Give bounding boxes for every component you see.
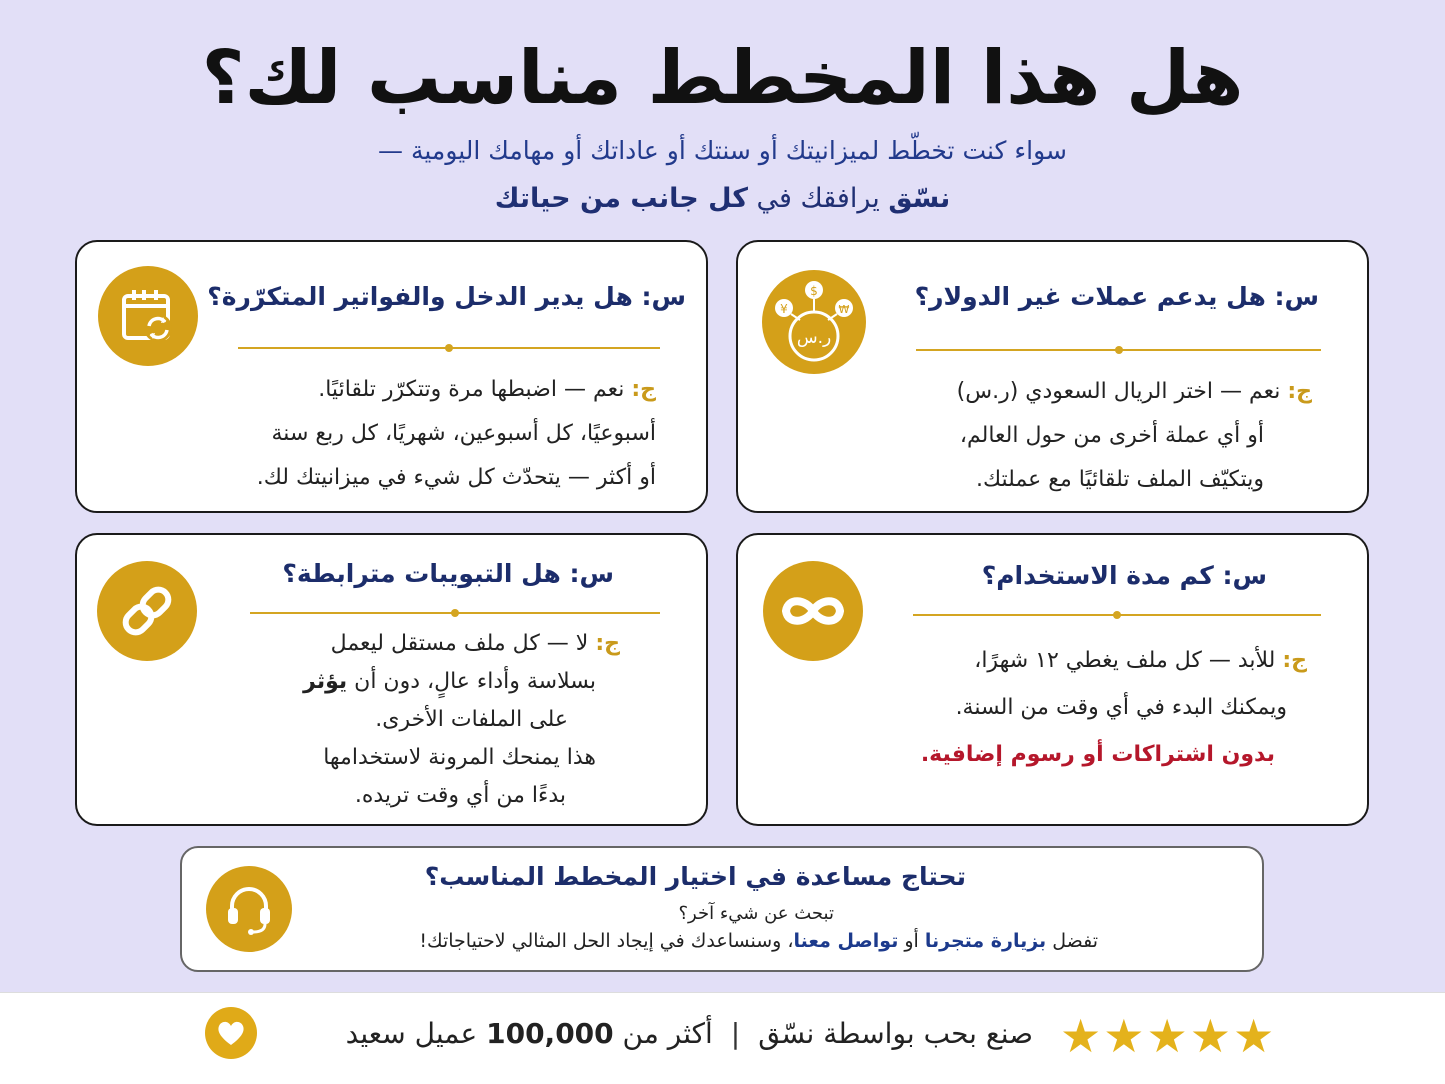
visit-store-link[interactable]: بزيارة متجرنا [924, 930, 1047, 952]
help-subtitle: تبحث عن شيء آخر؟ [678, 903, 834, 924]
answer-line: ويتكيّف الملف تلقائيًا مع عملتك. [975, 467, 1264, 492]
currency-symbol: ر.س [796, 328, 832, 348]
page-tagline [0, 178, 1445, 220]
faq-card-duration [736, 533, 1369, 826]
divider [913, 614, 1321, 616]
answer-line [303, 663, 596, 701]
answer-line: أو أي عملة أخرى من حول العالم، [959, 423, 1264, 448]
divider [250, 612, 660, 614]
answer-line: نعم — اختر الريال السعودي (ر.س) [956, 379, 1281, 404]
tagline-end: كل جانب من حياتك [494, 183, 748, 214]
divider [238, 347, 660, 349]
infinity-icon [763, 561, 863, 661]
faq-card-recurring [75, 240, 708, 513]
brand-name: نسّق [888, 183, 951, 214]
currency-exchange-icon [762, 270, 866, 374]
recurring-calendar-icon [98, 266, 198, 366]
customers-suffix: عميل سعيد [345, 1017, 487, 1050]
faq-answer [957, 370, 1312, 502]
answer-line: للأبد — كل ملف يغطي ١٢ شهرًا، [974, 648, 1276, 673]
made-by-text: صنع بحب بواسطة نسّق [758, 1017, 1033, 1050]
page-title: هل هذا المخطط مناسب لك؟ [201, 35, 1244, 121]
answer-line: أو أكثر — يتحدّث كل شيء في ميزانيتك لك. [256, 465, 656, 490]
answer-line: بدءًا من أي وقت تريده. [354, 783, 566, 808]
help-box [180, 846, 1264, 972]
faq-question: س: هل يدعم عملات غير الدولار؟ [914, 282, 1319, 311]
footer-separator: | [730, 1017, 741, 1050]
help-text-part: ، وسنساعدك في إيجاد الحل المثالي لاحتياجاتك! [419, 930, 794, 952]
answer-label: ج: [1287, 379, 1312, 404]
help-text-part: تفضل [1046, 930, 1098, 952]
faq-card-tabs [75, 533, 708, 826]
svg-text:¥: ¥ [780, 302, 788, 316]
faq-question: س: هل التبويبات مترابطة؟ [282, 559, 614, 588]
customers-count: 100,000 [486, 1017, 614, 1050]
answer-line: ويمكنك البدء في أي وقت من السنة. [955, 695, 1287, 720]
tagline-mid: يرافقك في [747, 183, 889, 214]
answer-label: ج: [631, 377, 656, 402]
footer [0, 992, 1445, 1084]
svg-text:$: $ [810, 284, 818, 298]
no-subscription-note: بدون اشتراكات أو رسوم إضافية. [920, 742, 1275, 767]
help-title: تحتاج مساعدة في اختيار المخطط المناسب؟ [424, 862, 966, 891]
help-text [419, 930, 1098, 952]
answer-line: نعم — اضبطها مرة وتتكرّر تلقائيًا. [318, 377, 625, 402]
answer-line: على الملفات الأخرى. [375, 707, 568, 732]
footer-text [346, 1017, 1033, 1050]
answer-line: لا — كل ملف مستقل ليعمل [330, 631, 589, 656]
svg-text:₩: ₩ [838, 303, 850, 316]
link-icon [97, 561, 197, 661]
answer-label: ج: [595, 631, 620, 656]
rating-stars: ★★★★★ [1060, 1009, 1277, 1063]
contact-us-link[interactable]: تواصل معنا [793, 930, 899, 952]
faq-answer [257, 368, 656, 500]
answer-line: هذا يمنحك المرونة لاستخدامها [323, 745, 596, 770]
faq-question: س: كم مدة الاستخدام؟ [981, 561, 1267, 590]
customers-prefix: أكثر من [613, 1017, 713, 1050]
answer-text: بسلاسة وأداء عالٍ، دون أن [347, 669, 596, 694]
heart-icon [205, 1007, 257, 1059]
faq-answer [303, 625, 620, 815]
answer-label: ج: [1282, 648, 1307, 673]
help-text-part: أو [898, 930, 925, 952]
faq-card-currency [736, 240, 1369, 513]
answer-line: أسبوعيًا، كل أسبوعين، شهريًا، كل ربع سنة [271, 421, 656, 446]
divider [916, 349, 1321, 351]
faq-answer [921, 637, 1307, 778]
page-subtitle: سواء كنت تخطّط لميزانيتك أو سنتك أو عاداتك أو مهامك اليومية — [378, 136, 1067, 165]
faq-question: س: هل يدير الدخل والفواتير المتكرّرة؟ [207, 282, 686, 311]
headset-icon [206, 866, 292, 952]
answer-emphasis: يؤثر [303, 669, 348, 694]
